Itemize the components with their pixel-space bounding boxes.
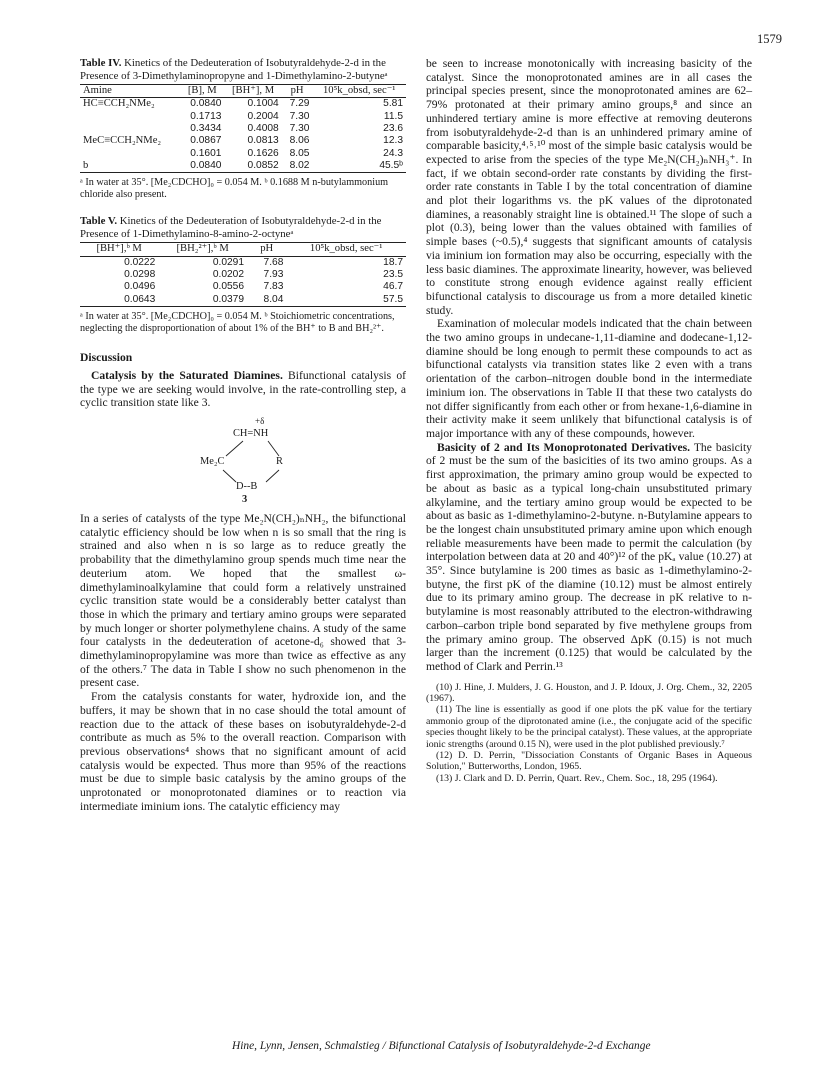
table-cell: 0.0379 bbox=[158, 294, 247, 307]
table-cell: 0.0840 bbox=[180, 160, 224, 173]
paragraph-saturated-3: From the catalysis constants for water, hydroxide ion, and the buffers, it may be shown that in no case should the total amount of reaction due to the attack of these bases on isobutyraldehyde-2-d contribute as much as 5% to the overall reaction. Comparison with previous observations⁴ shows that no significant amount of acid catalysis would be expected. Thus more than 95% of the reactions must be due to simple basic catalysis by the amino groups of the unprotonated or monoprotonated diamines or to reaction via intermediate iminium ions. The catalytic efficiency may bbox=[80, 690, 406, 813]
table-cell: 7.83 bbox=[263, 281, 284, 293]
table-cell bbox=[80, 148, 180, 160]
table-v-caption: Table V. Kinetics of the Dedeuteration of Isobutyraldehyde-2-d in the Presence of 1-Dimethylamino-8-amino-2-octyneᵃ bbox=[80, 215, 382, 240]
reference-11: (11) The line is essentially as good if one plots the pK value for the tertiary ammonio group of the diprotonated amine (i.e., the conjugate acid of the specific species thought likely to be the principal catalyst). These values, at the appropriate ionic strengths (around 0.15 N), were used in the plot published previously.⁷ bbox=[426, 704, 752, 750]
table-cell: 46.7 bbox=[383, 281, 403, 293]
bond-r-b bbox=[266, 470, 279, 482]
table-row bbox=[80, 160, 406, 173]
table-cell: 0.2004 bbox=[247, 110, 279, 122]
table-v-grid bbox=[80, 242, 406, 306]
right-column bbox=[426, 57, 752, 784]
references bbox=[426, 682, 752, 785]
table-cell: 0.0556 bbox=[212, 281, 245, 293]
structure-number: 3 bbox=[242, 494, 248, 506]
table-cell: 8.05 bbox=[289, 147, 310, 159]
r-label: R bbox=[276, 456, 283, 468]
table-cell: 8.06 bbox=[289, 135, 310, 147]
table-cell: 0.0298 bbox=[124, 269, 156, 281]
d-b-label: D--B bbox=[236, 481, 258, 493]
table-row bbox=[80, 135, 406, 147]
table-header-cell: 10⁵k_obsd, sec⁻¹ bbox=[286, 243, 406, 256]
ch-nh-label: CH=NH bbox=[233, 428, 269, 440]
table-cell: 0.0867 bbox=[190, 135, 222, 147]
table-iv bbox=[80, 57, 406, 201]
table-row bbox=[80, 269, 406, 281]
table-cell: 0.0222 bbox=[124, 256, 156, 268]
table-cell: 7.30 bbox=[289, 123, 310, 135]
bond-n-r bbox=[268, 441, 279, 456]
table-cell: 0.0852 bbox=[224, 160, 281, 173]
table-cell: 11.5 bbox=[383, 110, 403, 122]
bond-c-d bbox=[223, 470, 236, 482]
table-cell: 0.0643 bbox=[80, 294, 158, 307]
bond-c-cme2 bbox=[226, 441, 243, 456]
table-cell: 57.5 bbox=[286, 294, 406, 307]
paragraph-saturated-1: Catalysis by the Saturated Diamines. Bifunctional catalysis of the type we are seeking would involve, in the rate-controlling step, a cyclic transition state like 3. bbox=[80, 368, 406, 410]
table-cell: 0.0202 bbox=[212, 269, 245, 281]
table-cell: 0.0840 bbox=[190, 98, 222, 110]
table-cell: 7.30 bbox=[289, 110, 310, 122]
table-cell bbox=[80, 111, 180, 123]
table-cell: 23.5 bbox=[383, 269, 403, 281]
table-iv-grid bbox=[80, 84, 406, 173]
table-cell: 18.7 bbox=[383, 256, 403, 268]
table-row bbox=[80, 294, 406, 307]
table-cell: 0.1601 bbox=[190, 147, 222, 159]
table-iv-caption: Table IV. Kinetics of the Dedeuteration of Isobutyraldehyde-2-d in the Presence of 3-Dimethylaminopropyne and 1-Dimethylamino-2-butyneᵃ bbox=[80, 57, 388, 82]
paragraph-basicity: Basicity of 2 and Its Monoprotonated Derivatives. The basicity of 2 must be the sum of the basicities of its two amino groups. As a first approximation, the primary amino group would be expected to be about as basic as a typical long-chain unsubstituted primary alkylamine, and the tertiary amino group would be expected to be about as basic as 1-dimethylamino-2-butyne. n-Butylamine appears to be the longest chain unsubstituted primary amine upon which enough reliable measurements have been made to permit the calculation (by interpolation between data at 20 and 40°)¹² of the pKₐ value (10.27) at 35°. Since butylamine is 200 times as basic as 1-dimethylamino-2-butyne, the first pK of the diamine (10.12) must be almost entirely due to its primary amino group. The decrease in pK relative to n-butylamine is most reasonably attributed to the electron-withdrawing carbon–carbon triple bond separated by five methylene groups from the primary amino group. The observed ΔpK (0.15) is not much larger than the increment (0.125) that would be calculated by the method of Clark and Perrin.¹³ bbox=[426, 440, 752, 673]
table-cell: 0.0496 bbox=[124, 281, 156, 293]
table-cell: 45.5ᵇ bbox=[312, 160, 406, 173]
table-cell: HC≡CCH₂NMe₂ bbox=[83, 98, 155, 110]
table-iv-footnote: ᵃ In water at 35°. [Me₂CDCHO]₀ = 0.054 M. ᵇ 0.1688 M n-butylammonium chloride also present. bbox=[80, 177, 389, 201]
table-row bbox=[80, 111, 406, 123]
structure-3 bbox=[80, 416, 406, 506]
me2c-label: Me₂C bbox=[200, 456, 225, 468]
table-cell: 8.02 bbox=[282, 160, 313, 173]
table-cell: 0.0813 bbox=[247, 135, 279, 147]
partial-charge-label: +δ bbox=[255, 416, 265, 427]
table-header-cell: pH bbox=[282, 85, 313, 98]
paragraph-right-1: be seen to increase monotonically with increasing basicity of the catalyst. Since the monoprotonated amines are in all cases the principal species present, since the monoprotonated amines are 62–79% protonated at their primary amino groups,⁸ and since an unhindered tertiary amine is more effective at removing deuterons from isobutyraldehyde-2-d than is an unhindered primary amine of comparable basicity,⁴˒⁵˒¹⁰ most of the simple basic catalysis would be expected to arise from the species of the type Me₂N(CH₂)ₙNH₃⁺. In fact, if we obtain second-order rate constants by dividing the first-order rate constants in Table I by the total concentration of diamine and plot their logarithms vs. the pK values of the diprotonated diamines, a reasonably straight line is obtained.¹¹ The slope of such a plot (0.3), being lower than the values obtained with families of simple bases (~0.5),⁴ suggests that significant amounts of catalysis via iminium ion formation may also be occurring, especially with the less basic diamines. The approximate linearity, however, was believed to constitute strong enough evidence against really efficient bifunctional catalysis to discourage us from a more detailed kinetic study. bbox=[426, 57, 752, 317]
table-row bbox=[80, 281, 406, 293]
table-cell: 7.29 bbox=[289, 98, 310, 110]
table-cell: 7.68 bbox=[263, 256, 284, 268]
reference-13: (13) J. Clark and D. D. Perrin, Quart. Rev., Chem. Soc., 18, 295 (1964). bbox=[436, 772, 718, 784]
running-footer: Hine, Lynn, Jensen, Schmalstieg / Bifunctional Catalysis of Isobutyraldehyde-2-d Exchange bbox=[232, 1040, 651, 1052]
table-row bbox=[80, 148, 406, 160]
table-row bbox=[80, 123, 406, 135]
table-cell: 0.1004 bbox=[247, 98, 279, 110]
table-cell: 23.6 bbox=[383, 123, 403, 135]
page-number: 1579 bbox=[757, 32, 782, 46]
table-cell: MeC≡CCH₂NMe₂ bbox=[83, 135, 162, 147]
table-header-cell: Amine bbox=[80, 85, 180, 98]
table-v bbox=[80, 215, 406, 335]
table-header-cell: 10⁵k_obsd, sec⁻¹ bbox=[312, 85, 406, 98]
table-cell: 0.4008 bbox=[247, 123, 279, 135]
table-cell: 8.04 bbox=[247, 294, 286, 307]
reference-10: (10) J. Hine, J. Mulders, J. G. Houston, and J. P. Idoux, J. Org. Chem., 32, 2205 (1967). bbox=[426, 681, 752, 705]
table-header-cell: [BH⁺],ᵇ M bbox=[80, 243, 158, 256]
table-header-cell: [B], M bbox=[180, 85, 224, 98]
table-header-cell: [BH₂²⁺],ᵇ M bbox=[158, 243, 247, 256]
table-cell: 0.1626 bbox=[247, 147, 279, 159]
table-cell: 7.93 bbox=[263, 269, 284, 281]
table-cell: 24.3 bbox=[383, 147, 403, 159]
section-heading-discussion: Discussion bbox=[80, 350, 133, 364]
table-cell: 5.81 bbox=[383, 98, 403, 110]
table-header-cell: [BH⁺], M bbox=[224, 85, 281, 98]
table-row bbox=[80, 256, 406, 269]
table-cell: 0.1713 bbox=[190, 110, 222, 122]
table-cell: b bbox=[80, 160, 180, 173]
table-v-footnote: ᵃ In water at 35°. [Me₂CDCHO]₀ = 0.054 M. ᵇ Stoichiometric concentrations, neglecting the disproportionation of about 1% of the BH⁺ to B and BH₂²⁺. bbox=[80, 310, 395, 334]
reference-12: (12) D. D. Perrin, "Dissociation Constants of Organic Bases in Aqueous Solution," Butterworths, London, 1965. bbox=[426, 750, 752, 773]
table-cell bbox=[80, 123, 180, 135]
left-column bbox=[80, 57, 406, 814]
table-cell: 0.0291 bbox=[212, 256, 245, 268]
table-cell: 0.3434 bbox=[190, 123, 222, 135]
table-header-cell: pH bbox=[247, 243, 286, 256]
table-cell: 12.3 bbox=[383, 135, 403, 147]
paragraph-right-2: Examination of molecular models indicated that the chain between the two amino groups in undecane-1,11-diamine and dodecane-1,12-diamine should be long enough to permit these compounds to act as bifunctional catalysts via transition states like 2 even with a trans orientation of the carbon–nitrogen double bond in the intermediate iminium ion. The observations in Table II that these two catalysts do not differ significantly from each other or from hexane-1,6-diamine in their activity make it seem unlikely that bifunctional catalysis is of major importance with any of these compounds, however. bbox=[426, 317, 752, 440]
table-row bbox=[80, 98, 406, 111]
paragraph-saturated-2: In a series of catalysts of the type Me₂N(CH₂)ₙNH₂, the bifunctional catalytic efficiency should be low when n is so small that the ring is strained and also when n is so large as to reduce greatly the probability that the dimethylamino group spends much time near the deuterium atom. We hoped that the smallest ω-dimethylaminoalkylamine that could form a relatively unstrained cyclic transition state would be a considerably better catalyst than those in which the primary and tertiary amino groups were separated by much longer or shorter polymethylene chains. A study of the same four catalysts in the dedeuteration of acetone-d₆ showed that 3-dimethylaminopropylamine was more than twice as effective as any of the others.⁷ The data in Table I show no such phenomenon in the present case. bbox=[80, 512, 406, 690]
